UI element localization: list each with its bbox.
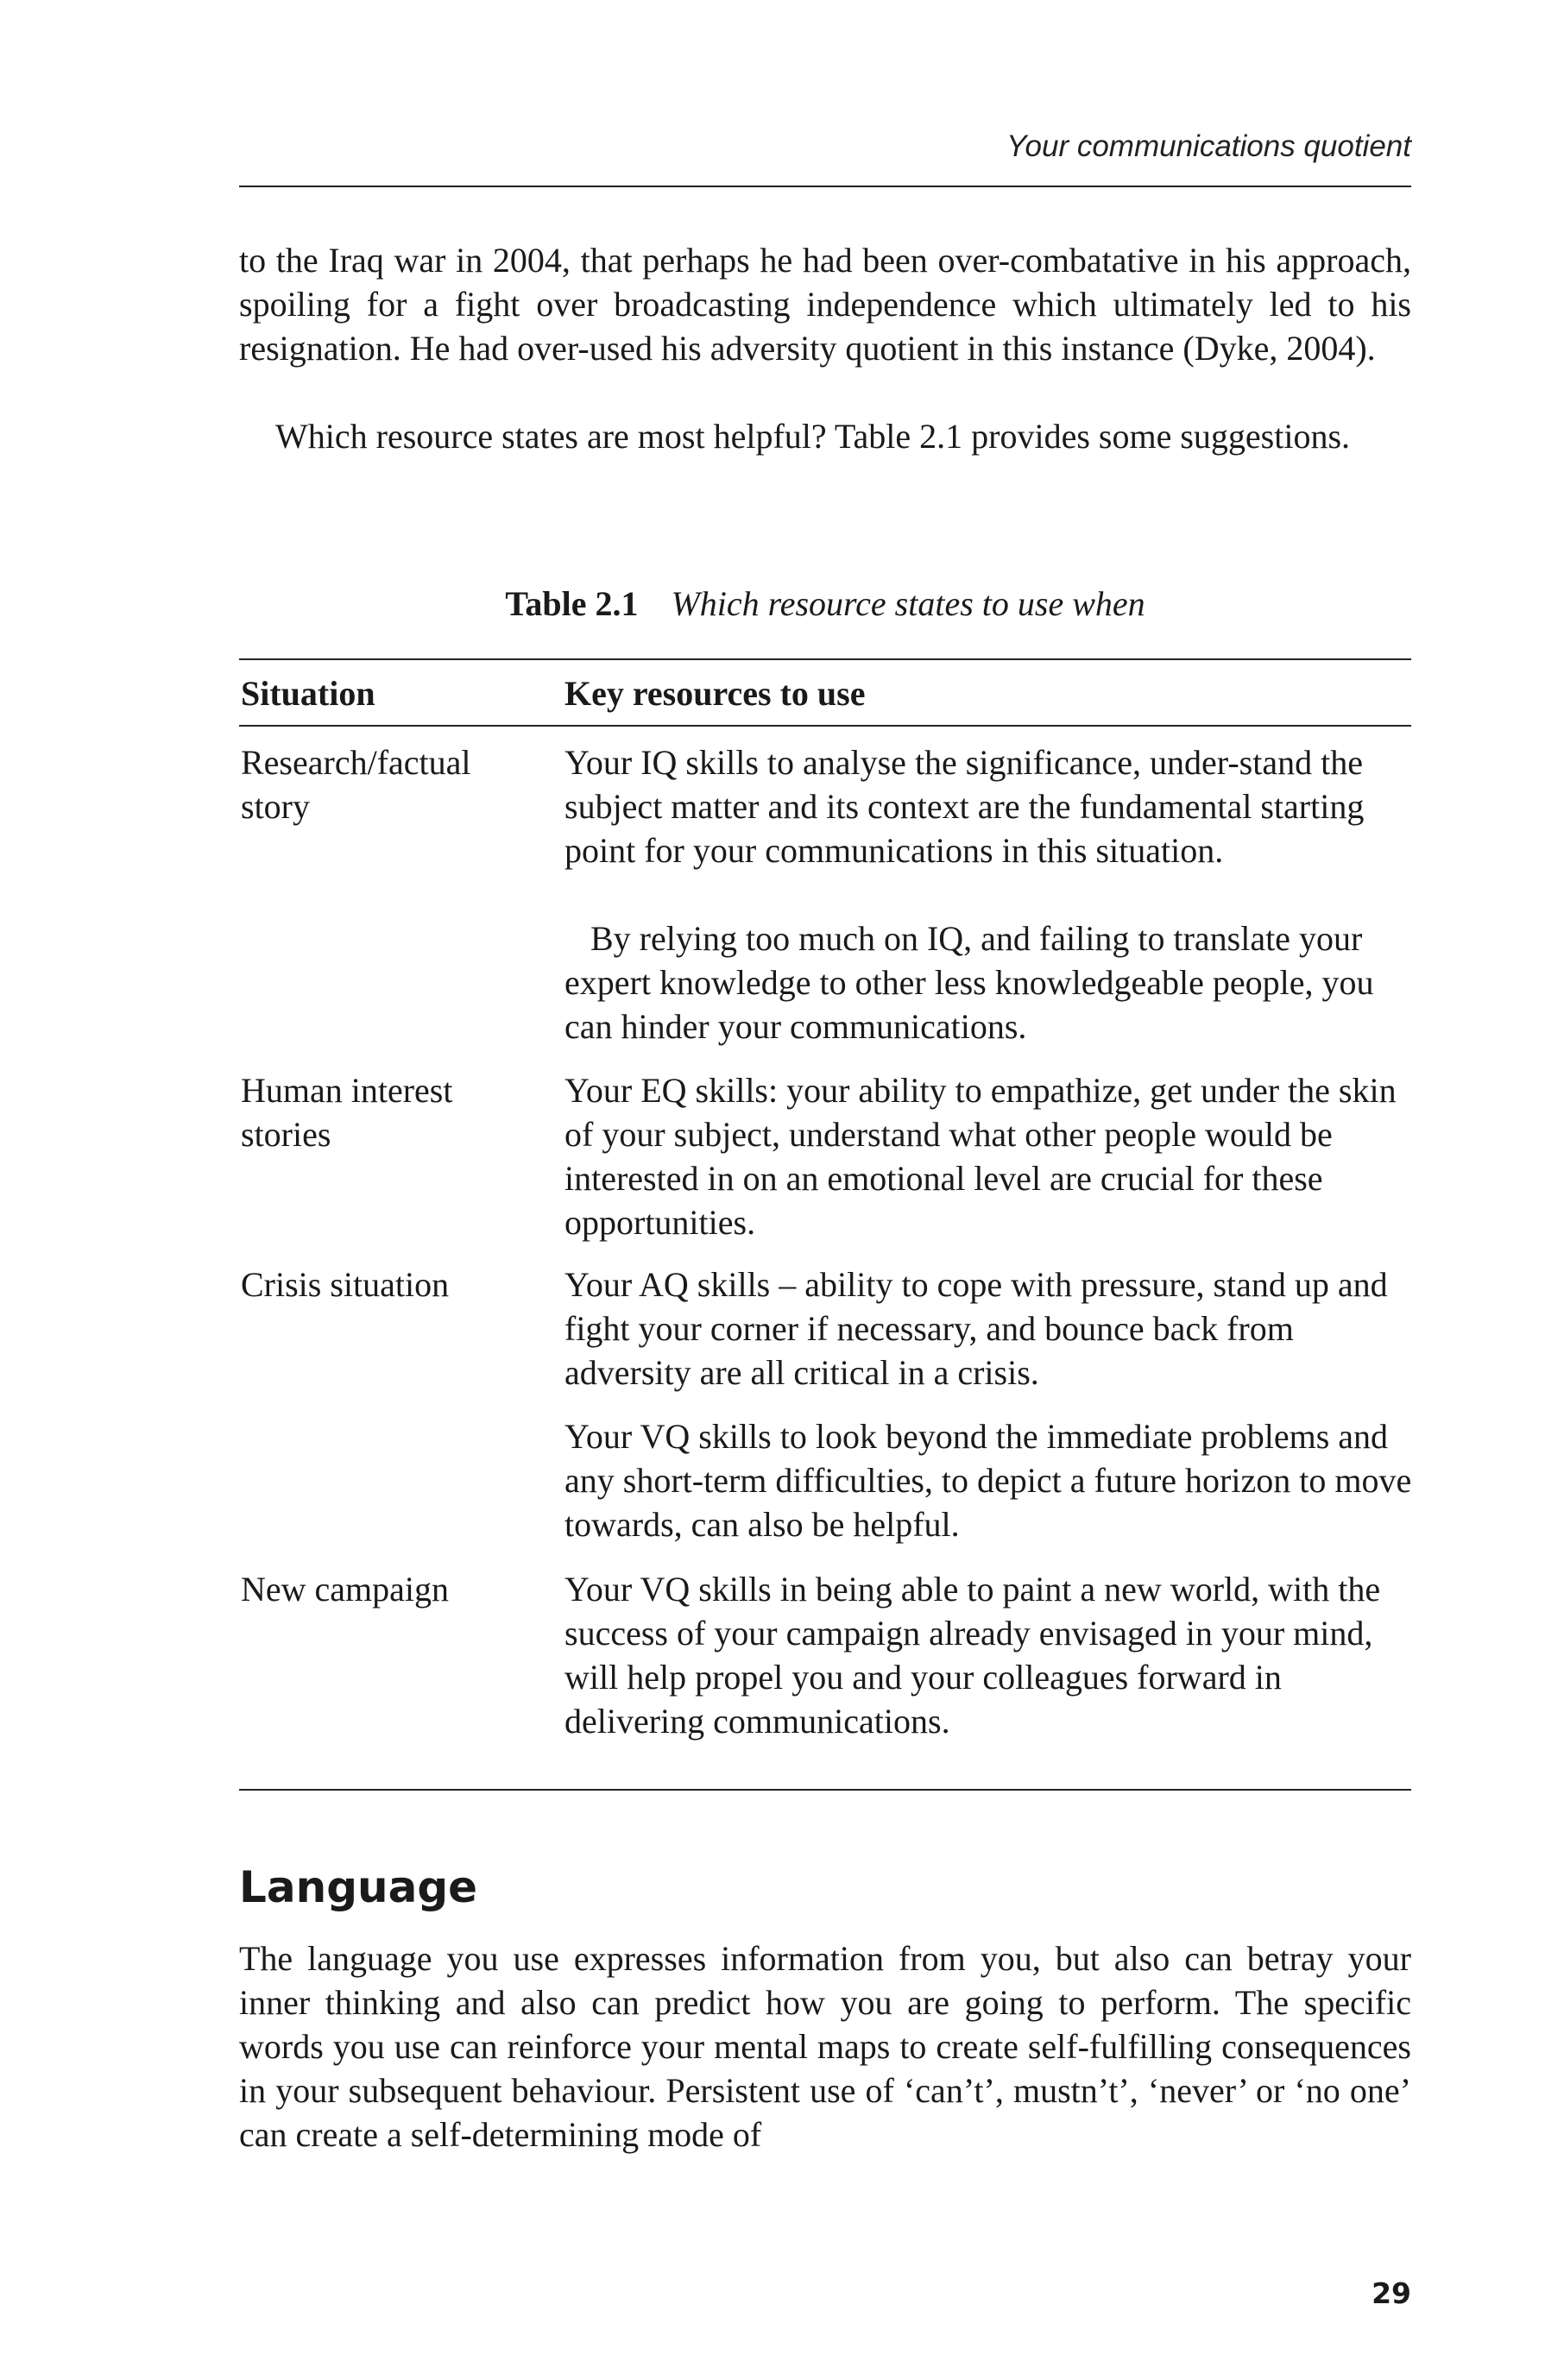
body-paragraph: The language you use expresses information from you, but also can betray your inner thinking and also can predict how you are going to perform. The specific words you use can reinforce your mental maps to create self-fulfilling consequences in your subsequent behaviour. Persistent use of ‘can’t’, mustn’t’, ‘never’ or ‘no one’ can create a self-determining mode of: [239, 1939, 1411, 2154]
page-number: 29: [1372, 2276, 1411, 2310]
table-cell-resources: Your IQ skills to analyse the significance, under-stand the subject matter and its context are the fundamental starting point for your communications in this situation.: [564, 743, 1365, 870]
body-paragraph: to the Iraq war in 2004, that perhaps he had been over-combatative in his approach, spoiling for a fight over broadcasting independence which ultimately led to his resignation. He had over-used his adversity quotient in this instance (Dyke, 2004).: [239, 241, 1411, 368]
table-label: Table 2.1: [505, 584, 639, 623]
table-bottom-rule: [239, 1789, 1411, 1791]
table-cell-resources: Your VQ skills to look beyond the immediate problems and any short-term difficulties, to depict a future horizon to move towards, can also be helpful.: [564, 1417, 1412, 1544]
table-top-rule: [239, 658, 1411, 660]
table-title: Which resource states to use when: [671, 584, 1145, 623]
table-cell-resources: By relying too much on IQ, and failing to translate your expert knowledge to other less knowledgeable people, you can hinder your communications.: [564, 919, 1374, 1046]
table-caption: [239, 583, 1411, 624]
running-head: Your communications quotient: [1006, 129, 1411, 163]
table-cell-resources: Your AQ skills – ability to cope with pressure, stand up and fight your corner if necessary, and bounce back from adversity are all critical in a crisis.: [564, 1265, 1388, 1392]
table-header-rule: [239, 725, 1411, 727]
table-cell-situation: Crisis situation: [241, 1265, 450, 1304]
table-header-situation: Situation: [241, 674, 375, 713]
table-cell-resources: Your VQ skills in being able to paint a new world, with the success of your campaign already envisaged in your mind, will help propel you and your colleagues forward in delivering communications.: [564, 1570, 1381, 1741]
header-rule: [239, 186, 1411, 187]
table-cell-situation: Research/factual story: [241, 743, 471, 826]
table-cell-situation: New campaign: [241, 1570, 450, 1609]
table-cell-situation: Human interest stories: [241, 1071, 453, 1154]
table-header-resources: Key resources to use: [564, 674, 866, 713]
section-heading: Language: [239, 1862, 478, 1912]
body-paragraph: Which resource states are most helpful? Table 2.1 provides some suggestions.: [275, 417, 1351, 456]
table-cell-resources: Your EQ skills: your ability to empathize, get under the skin of your subject, understand what other people would be interested in on an emotional level are crucial for these opportunities.: [564, 1071, 1397, 1242]
